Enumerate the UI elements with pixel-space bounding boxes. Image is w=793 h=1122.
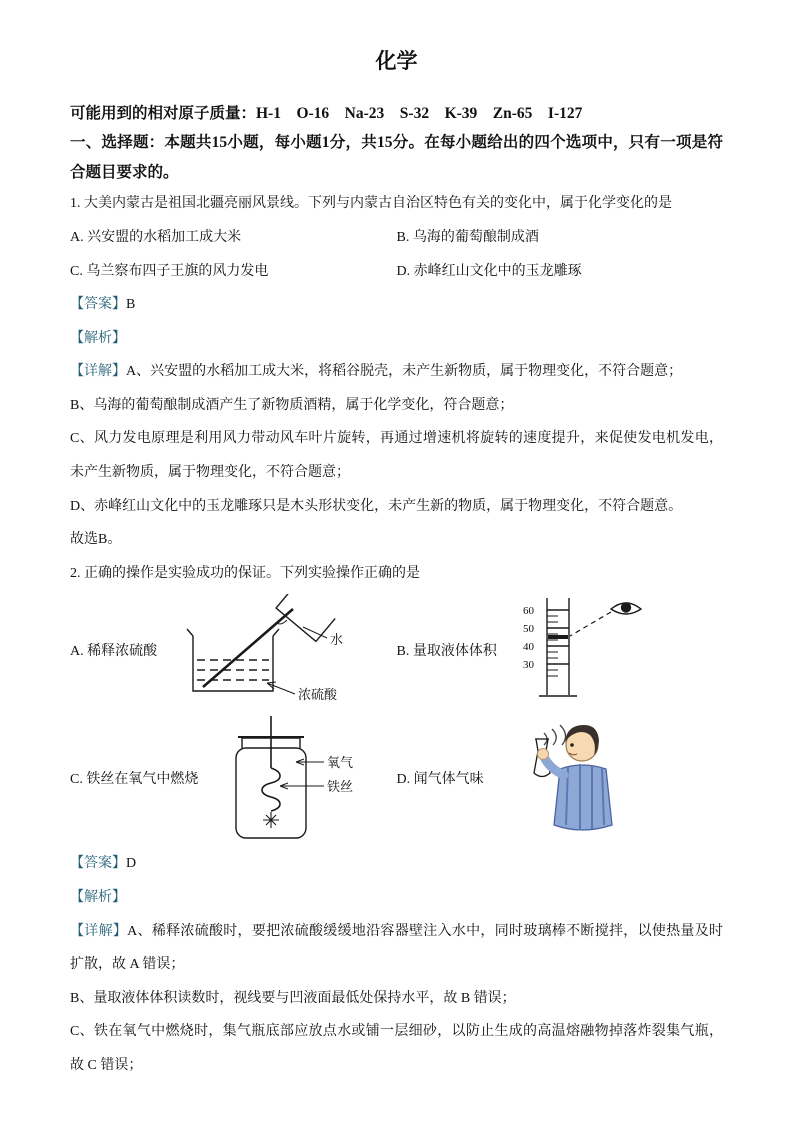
question-2 <box>70 557 723 1083</box>
oxygen-label: 氧气 <box>327 755 354 771</box>
acid-leader-arrow <box>267 682 295 694</box>
q2-detail-a-text: A、稀释浓硫酸时，要把浓硫酸缓缓地沿容器壁注入水中，同时玻璃棒不断搅拌，以使热量及时扩散，故 A 错误； <box>70 923 724 973</box>
q1-option-a: A. 兴安盟的水稻加工成大米 <box>70 229 242 245</box>
analysis-label: 【解析】 <box>70 330 126 346</box>
q1-detail-a <box>70 355 723 389</box>
eye <box>570 743 574 747</box>
hand <box>537 748 548 759</box>
person <box>537 725 612 830</box>
iron-wire <box>262 716 280 811</box>
q1-detail-a-text: A、兴安盟的水稻加工成大米，将稻谷脱壳，未产生新物质，属于物理变化，不符合题意； <box>126 364 683 380</box>
q2-option-b-cell <box>397 592 724 708</box>
figure-iron-in-oxygen <box>208 710 368 845</box>
q1-stem: 1. 大美内蒙古是祖国北疆亮丽风景线。下列与内蒙古自治区特色有关的变化中，属于化学变化的是 <box>70 196 672 212</box>
q2-detail-c: C、铁在氧气中燃烧时，集气瓶底部应放点水或铺一层细砂，以防止生成的高温熔融物掉落炸裂集气瓶，故 C 错误； <box>70 1024 723 1073</box>
atomic-mass-line: 可能用到的相对原子质量：H-1 O-16 Na-23 S-32 K-39 Zn-65 I-127 <box>70 105 583 122</box>
q2-option-c-cell <box>70 710 397 845</box>
q2-option-d: D. 闻气体气味 <box>396 771 484 787</box>
q2-option-a: A. 稀释浓硫酸 <box>70 644 158 660</box>
q2-stem: 2. 正确的操作是实验成功的保证。下列实验操作正确的是 <box>70 565 420 581</box>
q2-answer-line <box>70 847 723 881</box>
q1-detail-d: D、赤峰红山文化中的玉龙雕琢只是木头形状变化，未产生新的物质，属于物理变化，不符合题意。 <box>70 498 683 514</box>
q2-detail-b: B、量取液体体积读数时，视线要与凹液面最低处保持水平，故 B 错误； <box>70 990 516 1006</box>
q1-options-row-1 <box>70 221 723 255</box>
scale-60: 60 <box>522 605 534 618</box>
q1-answer-line <box>70 288 723 322</box>
q1-conclusion: 故选B。 <box>70 532 122 548</box>
wire-leader-arrow <box>280 783 324 789</box>
q2-option-a-cell <box>70 594 397 706</box>
oxygen-leader-arrow <box>296 759 324 765</box>
scale-50: 50 <box>522 623 534 636</box>
q2-answer-value: D <box>126 856 137 872</box>
analysis-label: 【解析】 <box>70 890 126 906</box>
eye-icon <box>611 603 641 614</box>
q2-option-d-cell <box>397 717 724 839</box>
wire-label: 铁丝 <box>327 779 354 795</box>
spark <box>263 812 279 828</box>
q1-analysis-line <box>70 322 723 356</box>
q2-figure-row-1 <box>70 592 723 708</box>
question-1 <box>70 187 723 557</box>
sight-line <box>570 612 611 636</box>
q1-options-row-2 <box>70 255 723 289</box>
page-title: 化学 <box>375 49 418 73</box>
figure-dilute-acid <box>167 594 367 706</box>
q2-option-b: B. 量取液体体积 <box>396 644 497 660</box>
answer-label: 【答案】 <box>70 297 126 313</box>
detail-label: 【详解】 <box>70 923 128 939</box>
q1-option-d: D. 赤峰红山文化中的玉龙雕琢 <box>396 263 582 279</box>
graduated-cylinder <box>539 598 577 696</box>
q1-option-b: B. 乌海的葡萄酿制成酒 <box>396 229 539 245</box>
q1-answer-value: B <box>126 297 136 313</box>
section-header: 一、选择题：本题共15小题，每小题1分，共15分。在每小题给出的四个选项中，只有一项是符合题目要求的。 <box>70 134 723 181</box>
answer-label: 【答案】 <box>70 856 126 872</box>
scale-30: 30 <box>522 659 534 672</box>
pouring-beaker <box>276 594 335 641</box>
figure-measure-volume <box>507 592 657 708</box>
q1-option-c: C. 乌兰察布四子王旗的风力发电 <box>70 263 269 279</box>
q2-analysis-line <box>70 881 723 915</box>
scale-40: 40 <box>522 641 534 654</box>
q2-figure-row-2 <box>70 710 723 845</box>
glass-rod <box>203 609 293 687</box>
q2-detail-a <box>70 915 723 982</box>
figure-smell-gas <box>494 717 634 839</box>
acid-label: 浓硫酸 <box>298 687 338 703</box>
q1-detail-b: B、乌海的葡萄酿制成酒产生了新物质酒精，属于化学变化，符合题意； <box>70 397 514 413</box>
q1-detail-c: C、风力发电原理是利用风力带动风车叶片旋转，再通过增速机将旋转的速度提升，来促使发电机发电，未产生新物质，属于物理变化，不符合题意； <box>70 431 723 481</box>
water-label: 水 <box>330 632 344 648</box>
q2-option-c: C. 铁丝在氧气中燃烧 <box>70 771 199 787</box>
detail-label: 【详解】 <box>70 364 126 380</box>
